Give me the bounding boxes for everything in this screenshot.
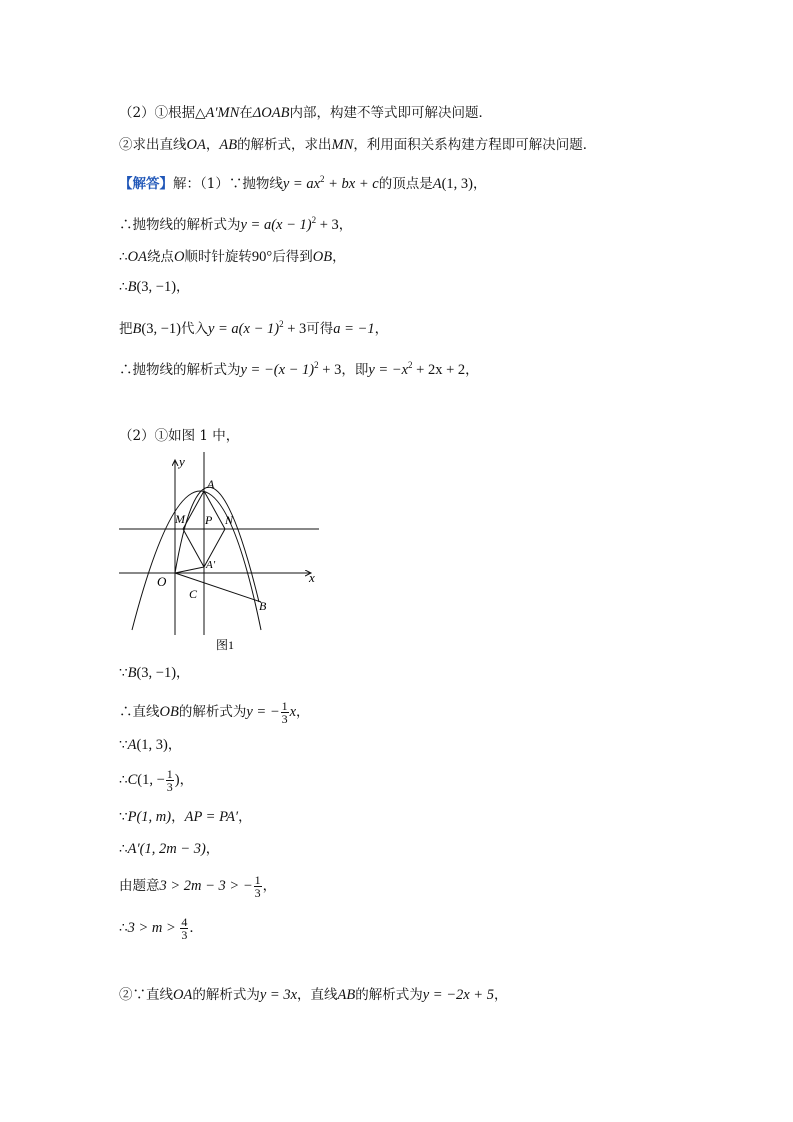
t: ∴直线 [119,704,160,720]
denominator: 3 [254,886,261,900]
math: y = a(x − 1) [207,321,280,337]
figure-caption: 图1 [216,638,235,652]
math: P [127,809,137,825]
t: ， [238,809,252,825]
denominator: 3 [166,780,173,794]
text-line-18 [119,986,507,1004]
t: 后得到 [272,249,313,265]
t: 内部，构建不等式即可解决问题． [289,105,492,121]
text-line-15 [119,840,219,858]
math: + 3 [316,217,339,233]
math: (1, − [137,772,165,788]
math: AB [219,137,238,153]
t: ， [176,665,190,681]
math: y = − [246,704,280,720]
math: x [289,704,297,720]
t: ∵ [119,737,128,753]
text-line-12 [119,736,181,754]
math: MN [331,137,354,153]
t: ，即 [341,362,369,378]
exp: 2 [311,215,317,225]
t: 的顶点是 [378,176,433,192]
text-line-6 [119,278,190,296]
parabola-inner [175,487,259,602]
math: (3, −1) [141,321,181,337]
label-M: M [175,512,185,526]
exp: 2 [314,360,319,370]
t: ， [176,279,190,295]
fraction [254,874,262,899]
t: 可得 [306,321,334,337]
figure-1 [119,452,329,652]
t: 的解析式为 [192,987,260,1003]
t: ， [205,841,220,857]
t: 代入 [180,321,208,337]
t: 解：（1）∵抛物线 [173,176,283,192]
text-line-1 [119,104,492,122]
t: ∴ [119,772,128,788]
label-N: N [225,513,234,527]
math: ) [174,772,180,788]
t: ， [296,704,310,720]
math: 3 > m > [127,920,180,936]
text-line-2 [119,136,596,154]
math: + 3 [318,362,342,378]
math: B [132,321,142,337]
parabola-outer [132,491,261,630]
t: ， [493,987,508,1003]
exp: 2 [408,360,413,370]
math: (3, −1) [136,279,177,295]
t: ， [374,321,389,337]
math: (1, 3) [136,737,168,753]
math: C [127,772,138,788]
t: （2）①根据△ [119,105,206,121]
math: + 2x + 2 [412,362,466,378]
t: 绕点 [146,249,174,265]
label-O: O [157,574,167,589]
t: ②∵直线 [119,987,173,1003]
math: + bx + c [324,176,379,192]
t: 的解析式为 [355,987,423,1003]
label-P: P [205,513,213,527]
math: y = −2x + 5 [422,987,494,1003]
text-line-16 [119,872,276,900]
t: ∴抛物线的解析式为 [119,362,241,378]
math: (1, 2m − 3) [139,841,206,857]
t: ∵ [119,665,128,681]
t: （2）①如图 1 中， [119,428,240,444]
text-line-13 [119,766,193,794]
segment-OA2 [175,567,204,573]
math: y = −x [368,362,409,378]
math: y = 3x [259,987,297,1003]
math: y = −(x − 1) [240,362,315,378]
fraction [166,768,174,793]
math: B [127,665,137,681]
math: AB [337,987,356,1003]
text-line-14 [119,808,252,826]
t: ， [167,737,182,753]
t: ，直线 [297,987,338,1003]
t: 把 [119,321,133,337]
answer-tag: 【解答】 [119,176,173,192]
t: 由题意 [119,878,160,894]
t: 顺时针旋转 [184,249,252,265]
text-line-7 [119,315,388,338]
math: OA [186,137,206,153]
t: ，利用面积关系构建方程即可解决问题． [353,137,597,153]
math: OA [127,249,147,265]
fraction [281,700,289,725]
numerator: 1 [166,767,173,781]
t: ∴ [119,249,128,265]
text-line-8 [119,356,479,379]
math: A′MN [205,105,240,121]
fraction [180,916,188,941]
t: ∴抛物线的解析式为 [119,217,241,233]
t: ， [179,772,194,788]
denominator: 3 [281,712,288,726]
label-B: B [259,599,267,613]
math: (1, m) [136,809,172,825]
segment-MA2 [183,529,204,567]
math: O [173,249,185,265]
math: A′ [127,841,140,857]
numerator: 1 [281,699,288,713]
t: ， [472,176,487,192]
segment-AM [183,491,204,529]
text-line-4 [119,211,352,234]
math: 90° [251,249,273,265]
text-line-3 [119,170,486,193]
numerator: 4 [181,915,188,929]
math: OB [312,249,333,265]
segment-OB [175,573,261,602]
t: ∴ [119,279,128,295]
math: OA [173,987,193,1003]
math: B [127,279,137,295]
math: y = a(x − 1) [240,217,312,233]
numerator: 1 [254,873,261,887]
t: ， [171,809,185,825]
text-line-11 [119,698,310,726]
t: ， [332,249,346,265]
math: (3, −1) [136,665,177,681]
text-line-5 [119,248,346,266]
label-x: x [309,570,315,585]
t: ∴ [119,841,128,857]
math: 3 > 2m − 3 > − [159,878,253,894]
t: ∴ [119,920,128,936]
text-line-10 [119,664,190,682]
label-A-prime: A′ [206,559,216,571]
math: (1, 3) [441,176,473,192]
math: AP = PA′ [184,809,239,825]
t: ∵ [119,809,128,825]
label-A: A [207,477,215,491]
exp: 2 [320,174,325,184]
label-y: y [179,454,185,469]
text-line-17 [119,914,203,942]
label-C: C [189,587,198,601]
t: ， [205,137,220,153]
text-line-9 [119,427,239,445]
math: A [127,737,137,753]
t: ． [189,920,203,936]
math: y = ax [282,176,320,192]
denominator: 3 [181,928,188,942]
math: ΔOAB [252,105,290,121]
math: a = −1 [333,321,375,337]
t: ， [465,362,479,378]
exp: 2 [279,319,284,329]
t: 的解析式，求出 [237,137,332,153]
t: ②求出直线 [119,137,187,153]
math: A [432,176,442,192]
t: ， [262,878,277,894]
t: 在 [239,105,253,121]
t: ， [338,217,353,233]
math: + 3 [283,321,307,337]
t: 的解析式为 [178,704,247,720]
math: OB [159,704,179,720]
